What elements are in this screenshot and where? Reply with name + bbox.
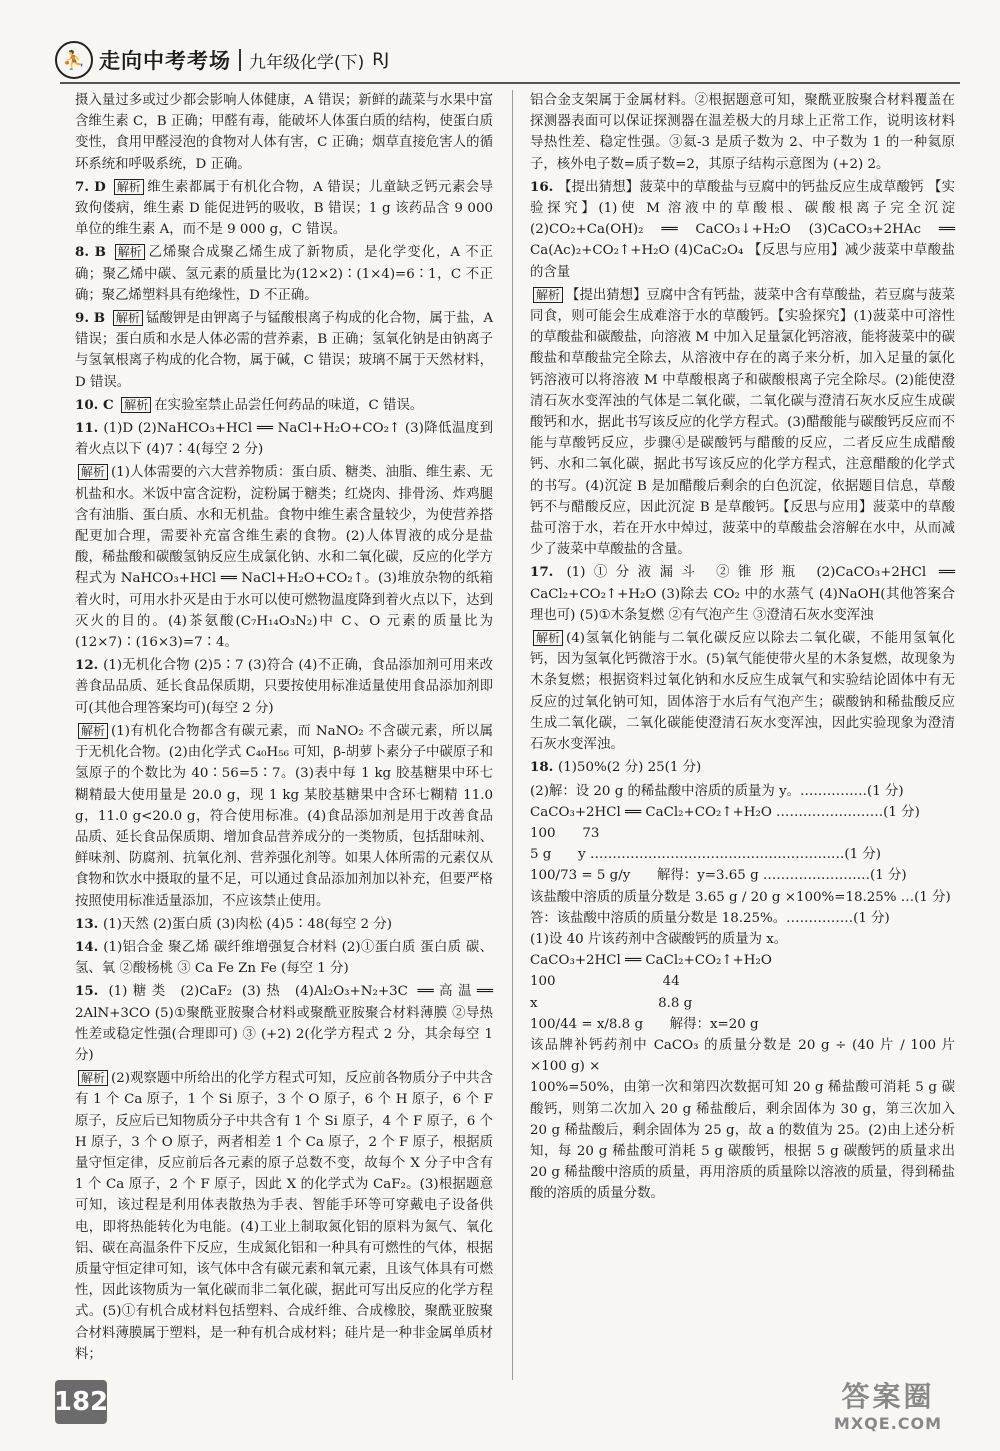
watermark-url: MXQE.COM [833, 1414, 943, 1433]
question-item [75, 418, 493, 460]
question-number: 8. B [75, 244, 112, 261]
question-text: (1)无机化合物 (2)5∶7 (3)符合 (4)不正确，食品添加剂可用来改善食品品质、延长食品保质期，只要按使用标准适量使用食品添加剂即可(其他合理答案均可)(每空 2 分) [75, 658, 493, 716]
calc-mass: 5 g y …………………………………………………(1 分) [530, 847, 881, 863]
question-number: 9. B [75, 310, 110, 327]
question-item [530, 177, 955, 283]
column-divider [512, 90, 513, 1380]
question-text: (1)50%(2 分) 25(1 分) [557, 760, 702, 776]
analysis-tag: 解析 [114, 179, 144, 195]
calc-mass: 100 44 [530, 974, 680, 990]
question-number: 18. [530, 759, 558, 776]
analysis-tag: 解析 [78, 1070, 108, 1086]
calc-answer: 答：该盐酸中溶质的质量分数是 18.25%。……………(1 分) [530, 910, 890, 926]
question-number: 7. D [75, 178, 111, 195]
question-item [530, 285, 955, 561]
question-text: 【提出猜想】菠菜中的草酸盐与豆腐中的钙盐反应生成草酸钙 【实验探究】(1)使 M 溶液中的草酸根、碳酸根离子完全沉淀 (2)CO₂+Ca(OH)₂ ══ CaCO₃↓+H₂O (3)CaCO₃+2HAc ══ Ca(Ac)₂+CO₂↑+H₂O (4)CaC₂O₄ 【反思与应用】减少菠菜中草酸盐的含量 [530, 179, 955, 280]
question-text: (1)人体需要的六大营养物质：蛋白质、糖类、油脂、维生素、无机盐和水。米饭中富含淀粉，淀粉属于糖类；红烧肉、排骨汤、炸鸡腿含有油脂、蛋白质、水和无机盐。食物中维生素含量较少，为使营养搭配更加合理，需要补充富含维生素的食物。(2)人体胃液的成分是盐酸，稀盐酸和碳酸氢钠反应生成氯化钠、水和二氧化碳，反应的化学方程式为 NaHCO₃+HCl ══ NaCl+H₂O+CO₂↑。(3)堆放杂物的纸箱着火时，可用水扑灭是由于水可以使可燃物温度降到着火点以下，达到灭火的目的。(4)茶氨酸(C₇H₁₄O₃N₂)中 C、O 元素的质量比为(12×7)∶(16×3)=7∶4。 [75, 465, 493, 651]
analysis-tag: 解析 [115, 244, 145, 260]
question-text: (4)氢氧化钠能与二氧化碳反应以除去二氧化碳，不能用氢氧化钙，因为氢氧化钙微溶于水。(5)氧气能使带火星的木条复燃，故现象为木条复燃；根据资料过氧化钠和水反应生成氧气和实验结论固体中有无反应的过氧化钠可知，固体溶于水后有气泡产生；碳酸钠和稀盐酸反应生成二氧化碳，二氧化碳能使澄清石灰水变浑浊，因此实验现象为澄清石灰水变浑浊。 [530, 631, 955, 753]
question-item [530, 757, 955, 778]
question-number: 13. [75, 915, 103, 932]
question-item [75, 395, 493, 416]
left-column [75, 90, 493, 1390]
question-number: 12. [75, 657, 104, 674]
analysis-tag: 解析 [78, 464, 108, 480]
question-item [75, 655, 493, 719]
question-item [75, 462, 493, 653]
question-item [75, 1068, 493, 1365]
runner-logo-icon: ⛹ [55, 41, 93, 79]
question-item [75, 308, 493, 393]
analysis-tag: 解析 [533, 630, 563, 646]
brand-title: 走向中考考场 [99, 49, 231, 73]
question-text: (1)糖类 (2)CaF₂ (3)热 (4)Al₂O₃+N₂+3C ══高温══ 2AlN+3CO (5)①聚酰亚胺聚合材料或聚酰亚胺聚合材料薄膜 ②导热性差或稳定性强(合理即可) ③ (+2) 2(化学方程式 2 分，其余每空 1 分) [75, 984, 493, 1063]
calc-ratio: 100/44 = x/8.8 g 解得：x=20 g [530, 1016, 759, 1032]
q18-calculation [530, 781, 955, 1205]
question-text: (1)有机化合物都含有碳元素，而 NaNO₂ 不含碳元素，所以属于无机化合物。(2)由化学式 C₄₀H₅₆ 可知，β-胡萝卜素分子中碳原子和氢原子的个数比为 40∶56=5∶7。(3)表中每 1 kg 胶基糖果中环七糊精最大使用量是 20.0 g，现 1 kg 某胶基糖果中含环七糊精 11.0 g，11.0 g<20.0 g，符合使用标准。(4)食品添加剂是用于改善食品品质、延长食品保质期、增加食品营养成分的一类物质，包括甜味剂、鲜味剂、防腐剂、抗氧化剂、营养强化剂等。如果人体所需的元素仅从食物和饮水中摄取的量不足，可以通过食品添加剂加以补充，但要严格按照使用标准适量添加，不应该禁止使用。 [75, 723, 493, 909]
question-text: (1)天然 (2)蛋白质 (3)肉松 (4)5∶48(每空 2 分) [102, 916, 392, 932]
question-text: (2)观察题中所给出的化学方程式可知，反应前各物质分子中共含有 1 个 Ca 原子，1 个 Si 原子，3 个 O 原子，6 个 H 原子，6 个 F 原子，反应后已知物质分子中共含有 1 个 Si 原子，4 个 F 原子，6 个 H 原子，3 个 O 原子，两者相差 1 个 Ca 原子，2 个 F 原子，根据质量守恒定律，反应前后各元素的原子总数不变，故每个 X 分子中含有 1 个 Ca 原子，2 个 F 原子，因此 X 的化学式为 CaF₂。(3)根据题意可知，该过程是利用体表散热为手表、智能手环等可穿戴电子设备供电，即将热能转化为电能。(4)工业上制取氮化铝的原料为氮气、氧化铝、碳在高温条件下反应，生成氮化铝和一种具有可燃性的气体，根据质量守恒定律可知，该气体中含有碳元素和氧元素，且该气体具有可燃性，因此该物质为一氧化碳而非二氧化碳，据此可写出反应的化学方程式。(5)①有机合成材料包括塑料、合成纤维、合成橡胶，聚酰亚胺聚合材料薄膜属于塑料，是一种有机合成材料；硅片是一种非金属单质材料； [75, 1071, 493, 1362]
right-column-questions [530, 90, 955, 779]
question-text: (1)D (2)NaHCO₃+HCl ══ NaCl+H₂O+CO₂↑ (3)降低温度到着火点以下 (4)7∶4(每空 2 分) [75, 421, 493, 458]
watermark [818, 1380, 958, 1440]
calc-mass: x 8.8 g [530, 995, 693, 1011]
question-item [530, 562, 955, 626]
question-item [75, 937, 493, 979]
question-text: 乙烯聚合成聚乙烯生成了新物质，是化学变化，A 不正确；聚乙烯中碳、氢元素的质量比为(12×2)∶(1×4)=6∶1，C 不正确；聚乙烯塑料具有绝缘性，D 不正确。 [75, 245, 493, 303]
calc-fraction: 该盐酸中溶质的质量分数是 3.65 g / 20 g ×100%=18.25% …(1 分) [530, 889, 951, 905]
page-header [55, 40, 955, 80]
question-item [75, 981, 493, 1066]
question-text: 【提出猜想】豆腐中含有钙盐，菠菜中含有草酸盐，若豆腐与菠菜同食，则可能会生成难溶于水的草酸钙。【实验探究】(1)菠菜中可溶性的草酸盐和碳酸盐，向溶液 M 中加入足量氯化钙溶液，能将菠菜中的碳酸盐和草酸盐完全除去，从溶液中存在的离子来分析，加入足量的氯化钙溶液可以将溶液 M 中草酸根离子和碳酸根离子完全除尽。(2)能使澄清石灰水变浑浊的气体是二氧化碳，二氧化碳与澄清石灰水反应生成碳酸钙和水，据此书写该反应的化学方程式。(3)醋酸能与碳酸钙反应而不能与草酸钙反应，步骤④是碳酸钙与醋酸的反应，二者反应生成醋酸钙、水和二氧化碳，据此书写该反应的化学方程式，注意醋酸的化学式的书写。(4)沉淀 B 是加醋酸后剩余的白色沉淀，依据题目信息，草酸钙不与醋酸反应，因此沉淀 B 是草酸钙。【反思与应用】菠菜中的草酸盐可溶于水，若在开水中焯过，菠菜中的草酸盐会溶解在水中，从而减少了菠菜中草酸盐的含量。 [530, 287, 955, 558]
question-text: 在实验室禁止品尝任何药品的味道，C 错误。 [154, 397, 424, 413]
question-number: 14. [75, 938, 104, 955]
question-number: 16. [530, 178, 559, 195]
calc-tail: 100%=50%，由第一次和第四次数据可知 20 g 稀盐酸可消耗 5 g 碳酸钙，则第二次加入 20 g 稀盐酸后，剩余固体为 30 g，第三次加入 20 g 稀盐酸后，剩余固体为 25 g，故 a 的数值为 25。(2)由上述分析知，每 20 g 稀盐酸可消耗 5 g 碳酸钙，根据 5 g 碳酸钙的质量求出 20 g 稀盐酸中溶质的质量，再用溶质的质量除以溶液的质量，得到稀盐酸的溶质的质量分数。 [530, 1080, 955, 1202]
analysis-tag: 解析 [121, 397, 151, 413]
question-text: (1)①分液漏斗 ②锥形瓶 (2)CaCO₃+2HCl ══ CaCl₂+CO₂↑+H₂O (3)除去 CO₂ 中的水蒸气 (4)NaOH(其他答案合理也可) (5)①木条复燃 ②有气泡产生 ③澄清石灰水变浑浊 [530, 565, 955, 623]
calc-mass: 100 73 [530, 825, 600, 841]
calc-fraction: 该品牌补钙药剂中 CaCO₃ 的质量分数是 20 g ÷ (40 片 / 100 片 ×100 g) × [530, 1037, 955, 1075]
watermark-main: 答案圈 [841, 1380, 935, 1413]
question-number: 17. [530, 564, 567, 581]
question-item [75, 721, 493, 912]
analysis-tag: 解析 [78, 723, 108, 739]
question-item [530, 628, 955, 755]
question-text: 铝合金支架属于金属材料。②根据题意可知，聚酰亚胺聚合材料覆盖在探测器表面可以保证探测器在温差极大的月球上正常工作，说明该材料导热性差、稳定性强。③氦-3 是质子数为 2、中子数为 1 的一种氦原子，核外电子数=质子数=2，其原子结构示意图为 (+2) 2。 [530, 93, 955, 172]
calc-line: (1)设 40 片该药剂中含碳酸钙的质量为 x。 [530, 931, 788, 947]
question-item [530, 90, 955, 175]
question-number: 15. [75, 983, 109, 1000]
question-text: 锰酸钾是由钾离子与锰酸根离子构成的化合物，属于盐，A 错误；蛋白质和水是人体必需的营养素，B 正确；氢氧化钠是由钠离子与氢氧根离子构成的化合物，属于碱，C 错误；玻璃不属于天然材料，D 错误。 [75, 311, 494, 390]
calc-equation: CaCO₃+2HCl ══ CaCl₂+CO₂↑+H₂O [530, 953, 772, 969]
right-column [530, 90, 955, 1390]
calc-line: (2)解：设 20 g 的稀盐酸中溶质的质量为 y。……………(1 分) [530, 783, 904, 799]
calc-equation: CaCO₃+2HCl ══ CaCl₂+CO₂↑+H₂O ……………………(1 分) [530, 804, 920, 820]
question-number: 11. [75, 420, 104, 437]
question-item [75, 242, 493, 306]
analysis-tag: 解析 [533, 287, 563, 303]
question-text: 维生素都属于有机化合物，A 错误；儿童缺乏钙元素会导致佝偻病，维生素 D 能促进钙的吸收，B 错误；1 g 该药品含 9 000 单位的维生素 A，而不是 9 000 g，C 错误。 [75, 179, 493, 238]
analysis-tag: 解析 [113, 310, 143, 326]
question-item [75, 914, 493, 935]
question-text: 摄入量过多或过少都会影响人体健康，A 错误；新鲜的蔬菜与水果中富含维生素 C，B 正确；甲醛有毒，能破坏人体蛋白质的结构，使蛋白质变性，食用甲醛浸泡的食物对人体有害，C 正确；烟草直接危害人的循环系统和呼吸系统，D 正确。 [75, 93, 493, 172]
calc-ratio: 100/73 = 5 g/y 解得：y=3.65 g ……………………(1 分) [530, 868, 907, 884]
edition-label: RJ [372, 50, 390, 70]
page-number: 182 [55, 1380, 107, 1424]
header-rule [60, 82, 960, 84]
question-text: (1)铝合金 聚乙烯 碳纤维增强复合材料 (2)①蛋白质 蛋白质 碳、氢、氧 ②酸杨桃 ③ Ca Fe Zn Fe (每空 1 分) [75, 939, 493, 977]
question-item [75, 177, 493, 241]
header-separator [239, 49, 241, 71]
book-title: 九年级化学(下) [249, 52, 365, 73]
question-item [75, 90, 493, 175]
question-number: 10. C [75, 396, 119, 413]
